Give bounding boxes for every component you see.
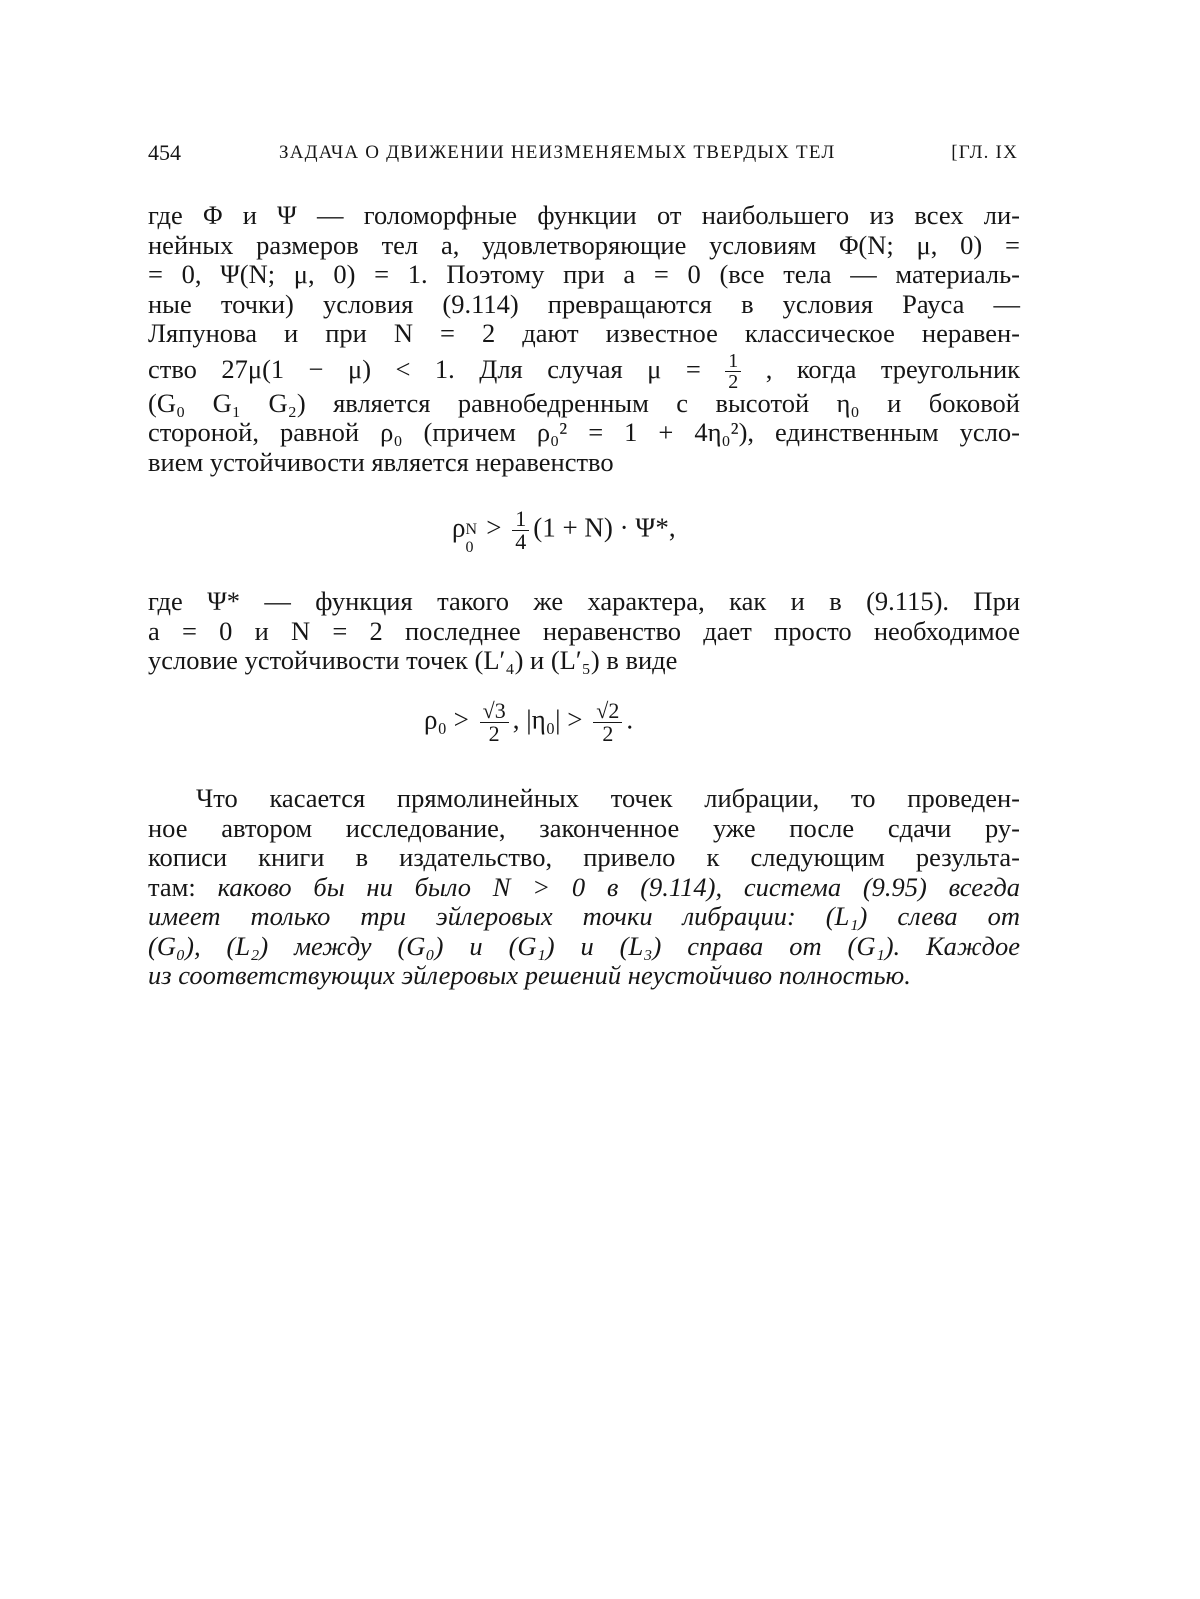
formula-superscript: N: [465, 520, 478, 538]
fraction-numerator: 1: [725, 351, 741, 372]
formula-fraction: [512, 508, 529, 553]
text-line: вием устойчивости является неравенство: [148, 446, 614, 477]
formula-rhs: (1 + N) · Ψ*,: [533, 512, 676, 543]
text-line: условие устойчивости точек (L′₄) и (L′₅) в виде: [148, 645, 678, 675]
text-line: нейных размеров тел a, удовлетворяющие условиям Φ(N; μ, 0) =: [148, 229, 1020, 260]
formula-rho-inequality: [452, 506, 676, 556]
formula-segment: ρ₀ >: [424, 704, 476, 735]
text-line: кописи книги в издательство, привело к следующим результа-: [148, 842, 1020, 872]
formula-subscript: 0: [465, 538, 474, 556]
inline-fraction: [725, 351, 741, 392]
text-segment: там:: [148, 871, 218, 902]
text-line: ное автором исследование, законченное уже после сдачи ру-: [148, 812, 1020, 843]
text-line: где Φ и Ψ — голоморфные функции от наибольшего из всех ли-: [148, 200, 1020, 230]
paragraph-2: [148, 587, 1020, 676]
text-line: (G₀ G₁ G₂) является равнобедренным с высотой η₀ и боковой: [148, 387, 1020, 418]
running-title: ЗАДАЧА О ДВИЖЕНИИ НЕИЗМЕНЯЕМЫХ ТВЕРДЫХ ТЕЛ: [279, 142, 836, 163]
page-number: 454: [148, 140, 181, 165]
text-line: Что касается прямолинейных точек либрации, то проведен-: [196, 783, 1020, 813]
text-line: стороной, равной ρ₀ (причем ρ₀² = 1 + 4η₀²), единственным усло-: [148, 417, 1020, 447]
fraction-denominator: 2: [488, 721, 500, 746]
fraction-denominator: 2: [602, 721, 614, 746]
text-line: Ляпунова и при N = 2 дают известное классическое неравен-: [148, 318, 1020, 348]
text-line: a = 0 и N = 2 последнее неравенство дает просто необходимое: [148, 615, 1020, 646]
text-line: ные точки) условия (9.114) превращаются в условия Рауса —: [148, 288, 1020, 319]
formula-relation: >: [479, 512, 509, 543]
italic-text-line: (G₀), (L₂) между (G₀) и (G₁) и (L₃) справа от (G₁). Каждое: [148, 930, 1020, 961]
fraction-denominator: 4: [515, 529, 527, 554]
text-line: где Ψ* — функция такого же характера, как и в (9.115). При: [148, 586, 1020, 616]
formula-stability-condition: [424, 700, 633, 745]
text-line-with-fraction: [148, 349, 1021, 393]
italic-text-segment: каково бы ни было N > 0 в (9.114), система (9.95) всегда: [217, 871, 1020, 902]
formula-segment: , |η₀| >: [512, 704, 590, 735]
formula-fraction: [593, 700, 622, 745]
italic-text-line: имеет только три эйлеровых точки либрации: (L₁) слева от: [148, 901, 1020, 931]
text-segment: ство 27μ(1 − μ) < 1. Для случая μ =: [148, 353, 701, 384]
paragraph-1: [148, 201, 1020, 477]
fraction-numerator: √3: [480, 700, 509, 723]
italic-text-line: из соответствующих эйлеровых решений неустойчиво полностью.: [148, 960, 911, 990]
running-header: [148, 138, 1018, 168]
text-line-mixed: [148, 873, 1020, 903]
text-line: = 0, Ψ(N; μ, 0) = 1. Поэтому при a = 0 (все тела — материаль-: [148, 259, 1020, 289]
formula-symbol: ρ: [452, 512, 466, 543]
formula-segment: .: [626, 704, 634, 735]
text-segment: , когда треугольник: [765, 353, 1021, 384]
fraction-denominator: 2: [728, 370, 739, 393]
fraction-numerator: 1: [512, 508, 529, 531]
chapter-label: [ГЛ. IX: [951, 142, 1018, 163]
fraction-numerator: √2: [593, 700, 622, 723]
paragraph-3: [148, 784, 1020, 991]
formula-fraction: [480, 700, 509, 745]
